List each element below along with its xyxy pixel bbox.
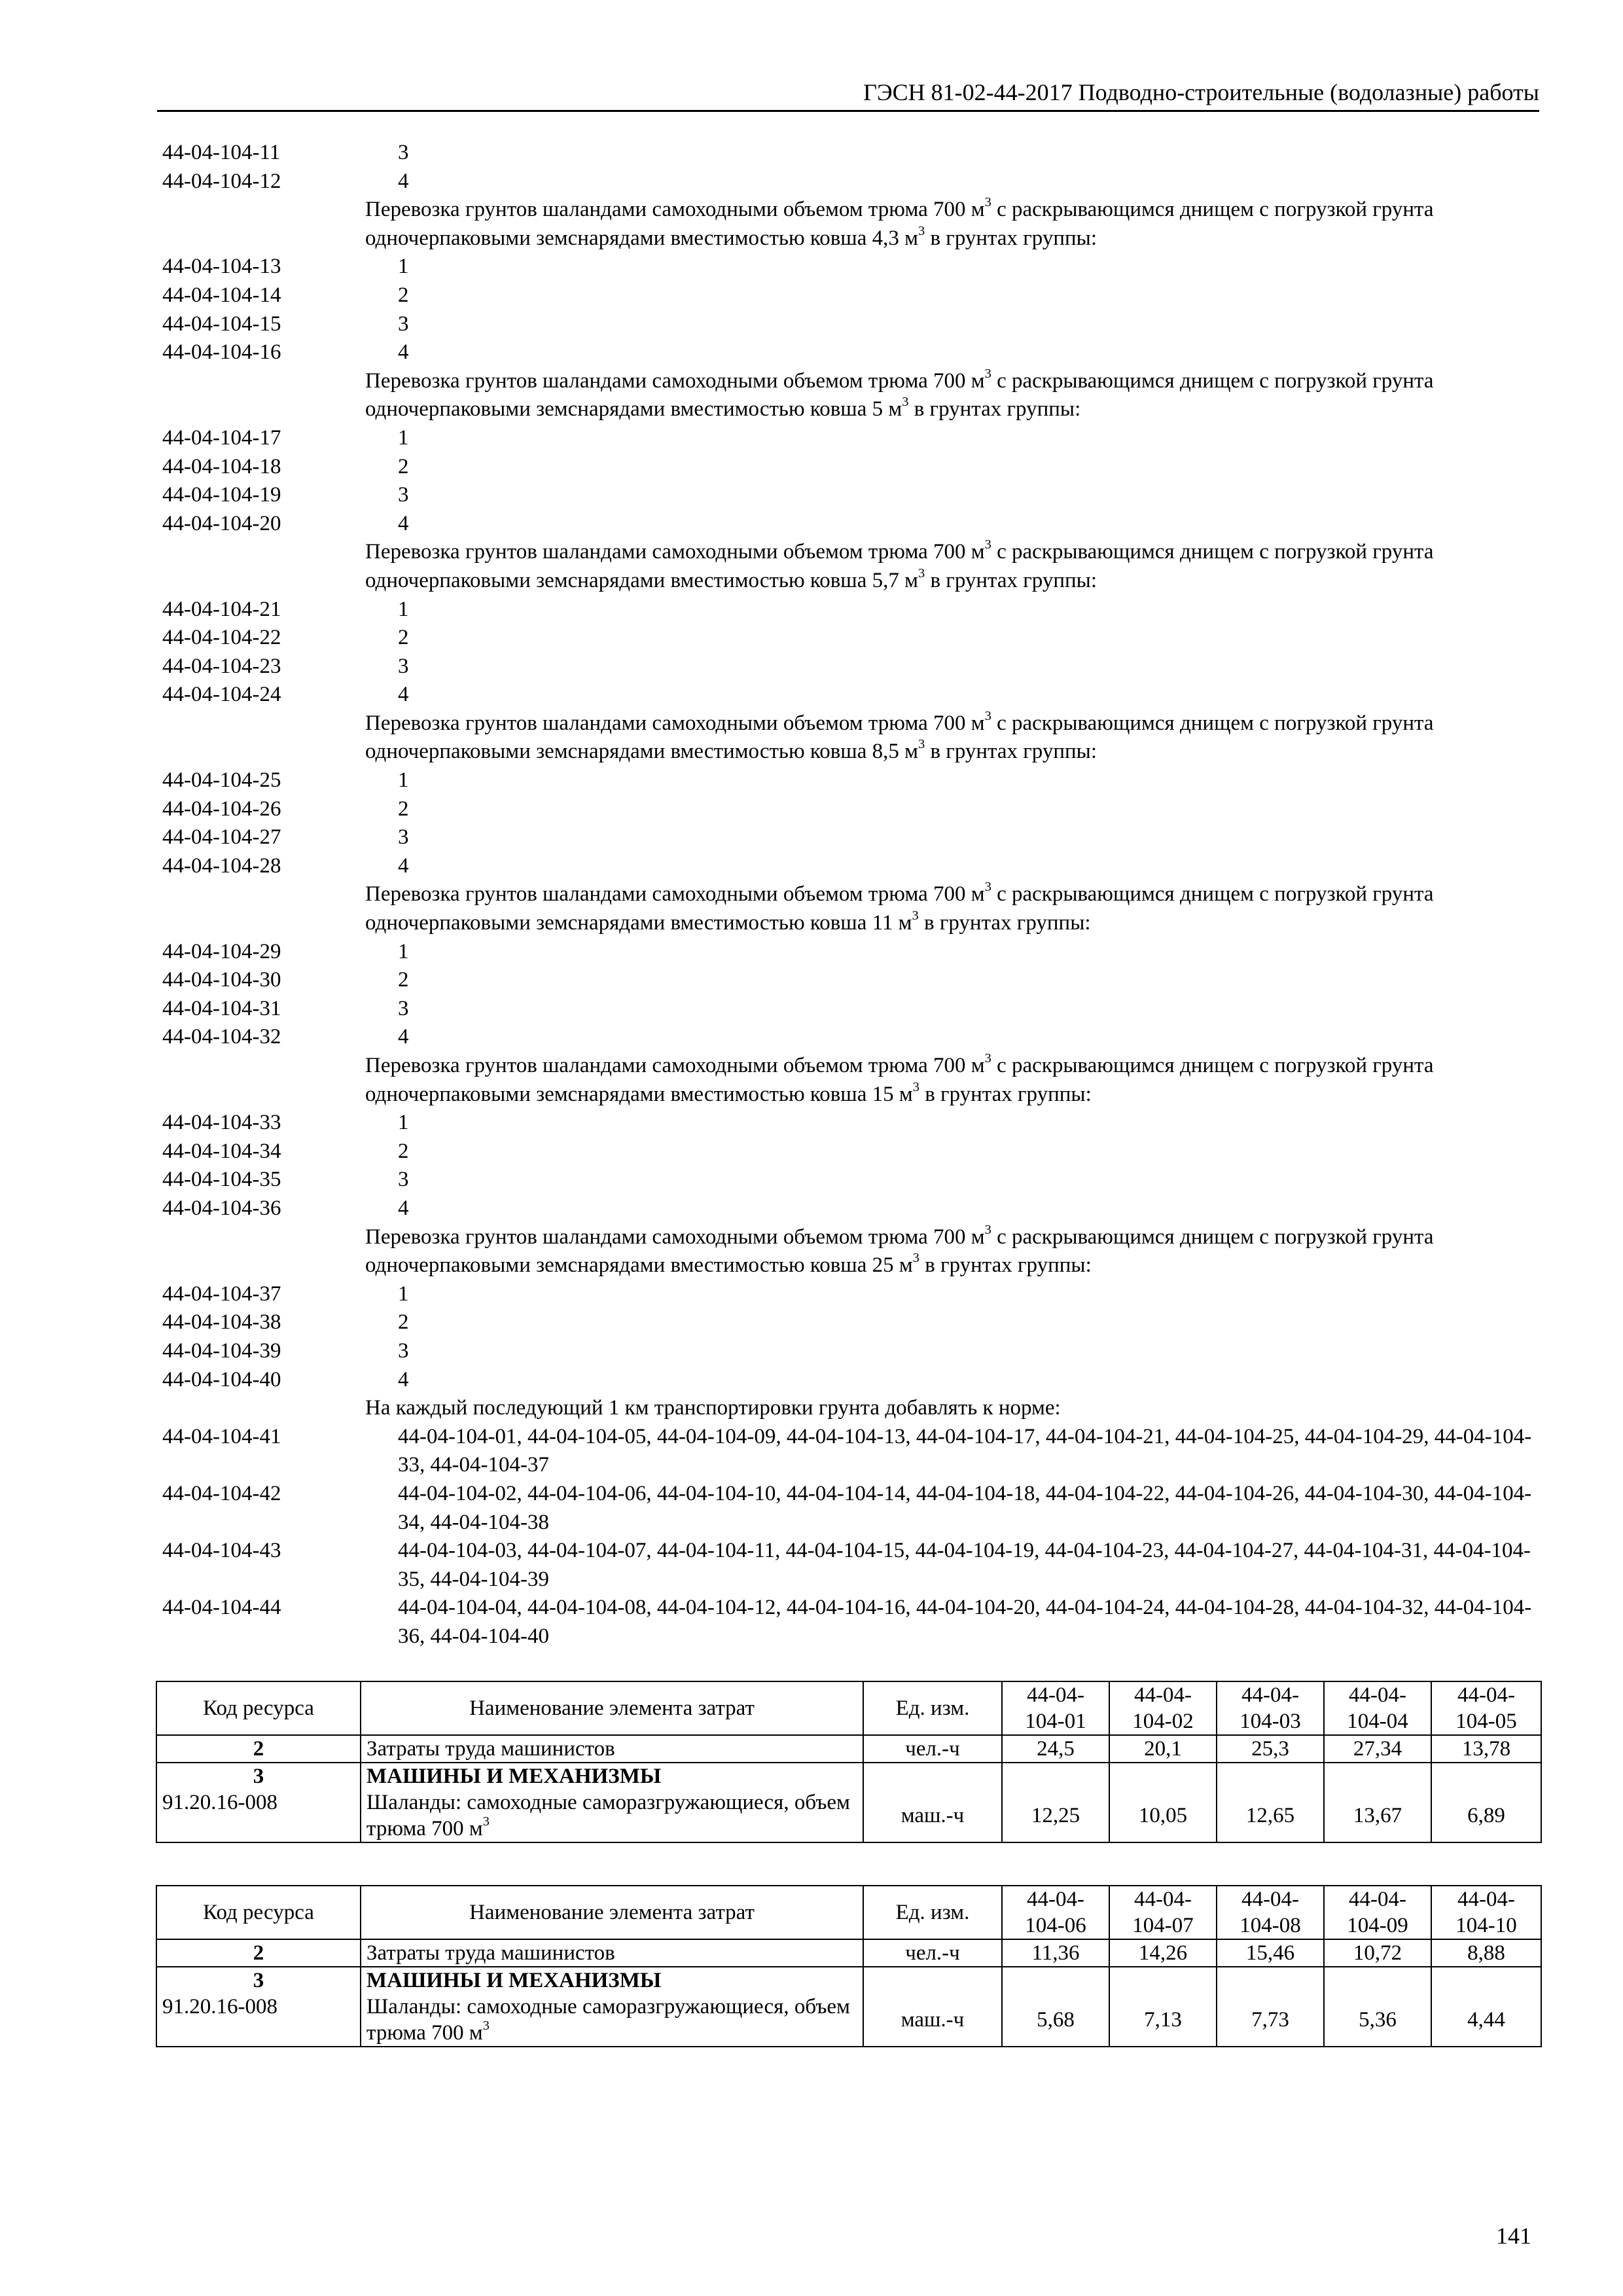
norm-code: 44-04-104-21 (162, 597, 281, 621)
norm-value: 8,88 (1431, 1939, 1541, 1967)
norm-value: 10,72 (1324, 1939, 1431, 1967)
list-item (162, 338, 1543, 367)
norm-list (162, 139, 1543, 1651)
norm-value: 27,34 (1324, 1735, 1431, 1763)
norm-code (162, 367, 365, 424)
list-item (162, 1109, 1543, 1138)
norm-description: Перевозка грунтов шаландами самоходными объемом трюма 700 $м^3$ с раскрывающимся днищем с погрузкой грунта одночерпаковыми земснарядами вместимостью ковша 5 $м^3$ в грунтах группы: (365, 366, 1434, 422)
header-norm-code: 44-04- 104-06 (1002, 1886, 1109, 1939)
norm-value: 20,1 (1109, 1735, 1217, 1763)
norm-value: 7,13 (1109, 1967, 1217, 2047)
norm-value: 6,89 (1431, 1763, 1541, 1842)
list-item (162, 1308, 1543, 1337)
page-number: 141 (1496, 2223, 1531, 2249)
soil-group-number: 1 (398, 255, 409, 279)
norm-code: 44-04-104-38 (162, 1310, 281, 1335)
norm-code: 44-04-104-11 (162, 141, 281, 164)
soil-group-number: 1 (398, 768, 409, 793)
header-norm-code: 44-04- 104-01 (1002, 1681, 1109, 1735)
resource-code: 2 (156, 1735, 361, 1763)
soil-group-number: 4 (398, 1196, 409, 1220)
norm-code: 44-04-104-41 (162, 1424, 281, 1448)
norm-value: 13,67 (1324, 1763, 1431, 1842)
table-header-row (156, 1886, 1541, 1939)
norm-code: 44-04-104-42 (162, 1481, 281, 1505)
soil-group-number: 4 (398, 1025, 409, 1049)
list-item (162, 709, 1543, 766)
norm-code: 44-04-104-17 (162, 425, 281, 450)
list-item (162, 966, 1543, 995)
norm-value: 12,25 (1002, 1763, 1109, 1842)
norm-code: 44-04-104-16 (162, 340, 281, 365)
norm-code: 44-04-104-34 (162, 1139, 281, 1163)
soil-group-number: 4 (398, 683, 409, 707)
norm-code: 44-04-104-14 (162, 283, 281, 307)
list-item (162, 367, 1543, 424)
section-title: МАШИНЫ И МЕХАНИЗМЫ (366, 1765, 662, 1788)
list-item (162, 1166, 1543, 1194)
norm-value: 7,73 (1217, 1967, 1324, 2047)
soil-group-number: 4 (398, 853, 409, 878)
section-code: 3 (253, 1765, 264, 1788)
norm-code: 44-04-104-39 (162, 1338, 281, 1363)
norm-code: 44-04-104-22 (162, 626, 281, 650)
soil-group-number: 1 (398, 1282, 409, 1306)
norm-code (162, 538, 365, 595)
table-row-machines (156, 1967, 1541, 2047)
list-item (162, 1423, 1543, 1480)
norm-code: 44-04-104-12 (162, 169, 281, 193)
norm-code (162, 709, 365, 766)
soil-group-number: 2 (398, 1310, 409, 1335)
norm-value: 12,65 (1217, 1763, 1324, 1842)
resource-table-2 (156, 1885, 1542, 2047)
cost-element-name: Затраты труда машинистов (361, 1939, 863, 1967)
norm-value: 24,5 (1002, 1735, 1109, 1763)
header-norm-code: 44-04- 104-02 (1109, 1681, 1217, 1735)
norm-value: 13,78 (1431, 1735, 1541, 1763)
cost-element-name (361, 1967, 863, 2047)
section-code: 3 (253, 1969, 264, 1992)
soil-group-number: 4 (398, 169, 409, 193)
soil-group-number: 2 (398, 626, 409, 650)
machine-resource-code: 91.20.16-008 (162, 1791, 277, 1814)
norm-description: Перевозка грунтов шаландами самоходными объемом трюма 700 $м^3$ с раскрывающимся днищем с погрузкой грунта одночерпаковыми земснарядами вместимостью ковша 15 $м^3$ в грунтах группы: (365, 1050, 1434, 1106)
soil-group-number: 3 (398, 996, 409, 1020)
list-item (162, 766, 1543, 795)
soil-group-number: 1 (398, 597, 409, 621)
soil-group-number: 1 (398, 939, 409, 963)
list-item (162, 1138, 1543, 1166)
resource-table-1 (156, 1681, 1542, 1843)
norm-code (162, 196, 365, 253)
resource-code: 2 (156, 1939, 361, 1967)
norm-code (162, 1052, 365, 1109)
cost-element-name: Затраты труда машинистов (361, 1735, 863, 1763)
header-norm-code: 44-04- 104-09 (1324, 1886, 1431, 1939)
unit: маш.-ч (863, 1967, 1002, 2047)
list-item (162, 538, 1543, 595)
header-unit: Ед. изм. (863, 1886, 1002, 1939)
soil-group-number: 3 (398, 483, 409, 507)
list-item (162, 880, 1543, 937)
norm-code: 44-04-104-29 (162, 939, 281, 963)
norm-code: 44-04-104-15 (162, 312, 281, 336)
norm-value: 25,3 (1217, 1735, 1324, 1763)
norm-value: 5,36 (1324, 1967, 1431, 2047)
soil-group-number: 3 (398, 141, 409, 164)
norm-description: Перевозка грунтов шаландами самоходными объемом трюма 700 $м^3$ с раскрывающимся днищем с погрузкой грунта одночерпаковыми земснарядами вместимостью ковша 4,3 $м^3$ в грунтах группы: (365, 195, 1434, 250)
norm-code: 44-04-104-28 (162, 853, 281, 878)
list-item (162, 1052, 1543, 1109)
soil-group-number: 2 (398, 454, 409, 478)
list-item (162, 139, 1543, 168)
soil-group-number: 3 (398, 1338, 409, 1363)
norm-description: Перевозка грунтов шаландами самоходными объемом трюма 700 $м^3$ с раскрывающимся днищем с погрузкой грунта одночерпаковыми земснарядами вместимостью ковша 11 $м^3$ в грунтах группы: (365, 880, 1434, 935)
cost-element-name (361, 1763, 863, 1842)
soil-group-number: 4 (398, 340, 409, 365)
list-item (162, 1480, 1543, 1537)
norm-references: 44-04-104-02, 44-04-104-06, 44-04-104-10, 44-04-104-14, 44-04-104-18, 44-04-104-22, 44-04-104-26, 44-04-104-30, 44-04-104-34, 44-04-104-38 (398, 1481, 1532, 1534)
list-item (162, 1594, 1543, 1651)
norm-references: 44-04-104-03, 44-04-104-07, 44-04-104-11, 44-04-104-15, 44-04-104-19, 44-04-104-23, 44-04-104-27, 44-04-104-31, 44-04-104-35, 44-04-104-39 (398, 1539, 1531, 1591)
norm-code: 44-04-104-33 (162, 1111, 281, 1135)
list-item (162, 596, 1543, 624)
soil-group-number: 3 (398, 312, 409, 336)
norm-code: 44-04-104-44 (162, 1596, 281, 1620)
norm-code: 44-04-104-30 (162, 968, 281, 992)
list-item (162, 938, 1543, 967)
norm-code: 44-04-104-32 (162, 1025, 281, 1049)
norm-description: На каждый последующий 1 км транспортировки грунта добавлять к норме: (365, 1396, 1061, 1420)
page-header (157, 73, 1539, 112)
list-item (162, 168, 1543, 196)
list-item (162, 995, 1543, 1024)
machine-resource-code: 91.20.16-008 (162, 1995, 277, 2018)
norm-code: 44-04-104-19 (162, 483, 281, 507)
norm-code: 44-04-104-20 (162, 511, 281, 535)
norm-code: 44-04-104-18 (162, 454, 281, 478)
soil-group-number: 4 (398, 511, 409, 535)
unit: чел.-ч (863, 1735, 1002, 1763)
norm-code: 44-04-104-36 (162, 1196, 281, 1220)
list-item (162, 1366, 1543, 1395)
norm-code: 44-04-104-31 (162, 996, 281, 1020)
header-norm-code: 44-04- 104-03 (1217, 1681, 1324, 1735)
list-item (162, 281, 1543, 310)
norm-code: 44-04-104-40 (162, 1367, 281, 1391)
norm-description: Перевозка грунтов шаландами самоходными объемом трюма 700 $м^3$ с раскрывающимся днищем с погрузкой грунта одночерпаковыми земснарядами вместимостью ковша 25 $м^3$ в грунтах группы: (365, 1222, 1434, 1278)
soil-group-number: 4 (398, 1367, 409, 1391)
norm-description: Перевозка грунтов шаландами самоходными объемом трюма 700 $м^3$ с раскрывающимся днищем с погрузкой грунта одночерпаковыми земснарядами вместимостью ковша 5,7 $м^3$ в грунтах группы: (365, 537, 1434, 592)
soil-group-number: 2 (398, 968, 409, 992)
table-header-row (156, 1681, 1541, 1735)
norm-code: 44-04-104-35 (162, 1168, 281, 1192)
header-norm-code: 44-04- 104-04 (1324, 1681, 1431, 1735)
list-item (162, 1280, 1543, 1309)
header-resource-code: Код ресурса (156, 1886, 361, 1939)
soil-group-number: 1 (398, 1111, 409, 1135)
norm-references: 44-04-104-01, 44-04-104-05, 44-04-104-09, 44-04-104-13, 44-04-104-17, 44-04-104-21, 44-04-104-25, 44-04-104-29, 44-04-104-33, 44-04-104-37 (398, 1424, 1532, 1477)
norm-code: 44-04-104-37 (162, 1282, 281, 1306)
header-resource-code: Код ресурса (156, 1681, 361, 1735)
norm-value: 5,68 (1002, 1967, 1109, 2047)
norm-value: 10,05 (1109, 1763, 1217, 1842)
list-item (162, 1223, 1543, 1280)
norm-code: 44-04-104-24 (162, 683, 281, 707)
norm-references: 44-04-104-04, 44-04-104-08, 44-04-104-12, 44-04-104-16, 44-04-104-20, 44-04-104-24, 44-04-104-28, 44-04-104-32, 44-04-104-36, 44-04-104-40 (398, 1596, 1532, 1648)
norm-code: 44-04-104-43 (162, 1539, 281, 1563)
norm-description: Перевозка грунтов шаландами самоходными объемом трюма 700 $м^3$ с раскрывающимся днищем с погрузкой грунта одночерпаковыми земснарядами вместимостью ковша 8,5 $м^3$ в грунтах группы: (365, 708, 1434, 764)
list-item (162, 1337, 1543, 1366)
header-norm-code: 44-04- 104-08 (1217, 1886, 1324, 1939)
norm-value: 15,46 (1217, 1939, 1324, 1967)
section-title: МАШИНЫ И МЕХАНИЗМЫ (366, 1969, 662, 1992)
table-row-labor (156, 1735, 1541, 1763)
header-norm-code: 44-04- 104-07 (1109, 1886, 1217, 1939)
list-item (162, 624, 1543, 653)
list-item (162, 852, 1543, 881)
list-item (162, 481, 1543, 510)
soil-group-number: 3 (398, 654, 409, 678)
header-norm-code: 44-04- 104-10 (1431, 1886, 1541, 1939)
list-item (162, 1394, 1543, 1423)
list-item (162, 795, 1543, 824)
norm-code: 44-04-104-23 (162, 654, 281, 678)
norm-code: 44-04-104-27 (162, 825, 281, 850)
list-item (162, 310, 1543, 339)
norm-value: 11,36 (1002, 1939, 1109, 1967)
table-row-machines (156, 1763, 1541, 1842)
resource-code (156, 1763, 361, 1842)
norm-code (162, 880, 365, 937)
table-row-labor (156, 1939, 1541, 1967)
list-item (162, 510, 1543, 539)
soil-group-number: 2 (398, 797, 409, 821)
list-item (162, 1537, 1543, 1594)
norm-code: 44-04-104-25 (162, 768, 281, 793)
header-title: ГЭСН 81-02-44-2017 Подводно-строительные (водолазные) работы (863, 79, 1539, 105)
norm-code (162, 1394, 365, 1423)
list-item (162, 453, 1543, 482)
list-item (162, 653, 1543, 681)
machine-name: Шаланды: самоходные саморазгружающиеся, объем трюма 700 $м^3$ (366, 1791, 850, 1840)
norm-value: 14,26 (1109, 1939, 1217, 1967)
unit: чел.-ч (863, 1939, 1002, 1967)
machine-name: Шаланды: самоходные саморазгружающиеся, объем трюма 700 $м^3$ (366, 1995, 850, 2045)
norm-code: 44-04-104-13 (162, 255, 281, 279)
norm-code (162, 1223, 365, 1280)
header-cost-element: Наименование элемента затрат (361, 1681, 863, 1735)
soil-group-number: 3 (398, 825, 409, 850)
header-unit: Ед. изм. (863, 1681, 1002, 1735)
list-item (162, 823, 1543, 852)
soil-group-number: 2 (398, 1139, 409, 1163)
list-item (162, 253, 1543, 281)
resource-code (156, 1967, 361, 2047)
list-item (162, 1194, 1543, 1223)
soil-group-number: 1 (398, 425, 409, 450)
list-item (162, 681, 1543, 709)
header-norm-code: 44-04- 104-05 (1431, 1681, 1541, 1735)
header-cost-element: Наименование элемента затрат (361, 1886, 863, 1939)
list-item (162, 196, 1543, 253)
list-item (162, 1023, 1543, 1052)
norm-value: 4,44 (1431, 1967, 1541, 2047)
list-item (162, 424, 1543, 453)
norm-code: 44-04-104-26 (162, 797, 281, 821)
unit: маш.-ч (863, 1763, 1002, 1842)
soil-group-number: 2 (398, 283, 409, 307)
soil-group-number: 3 (398, 1168, 409, 1192)
